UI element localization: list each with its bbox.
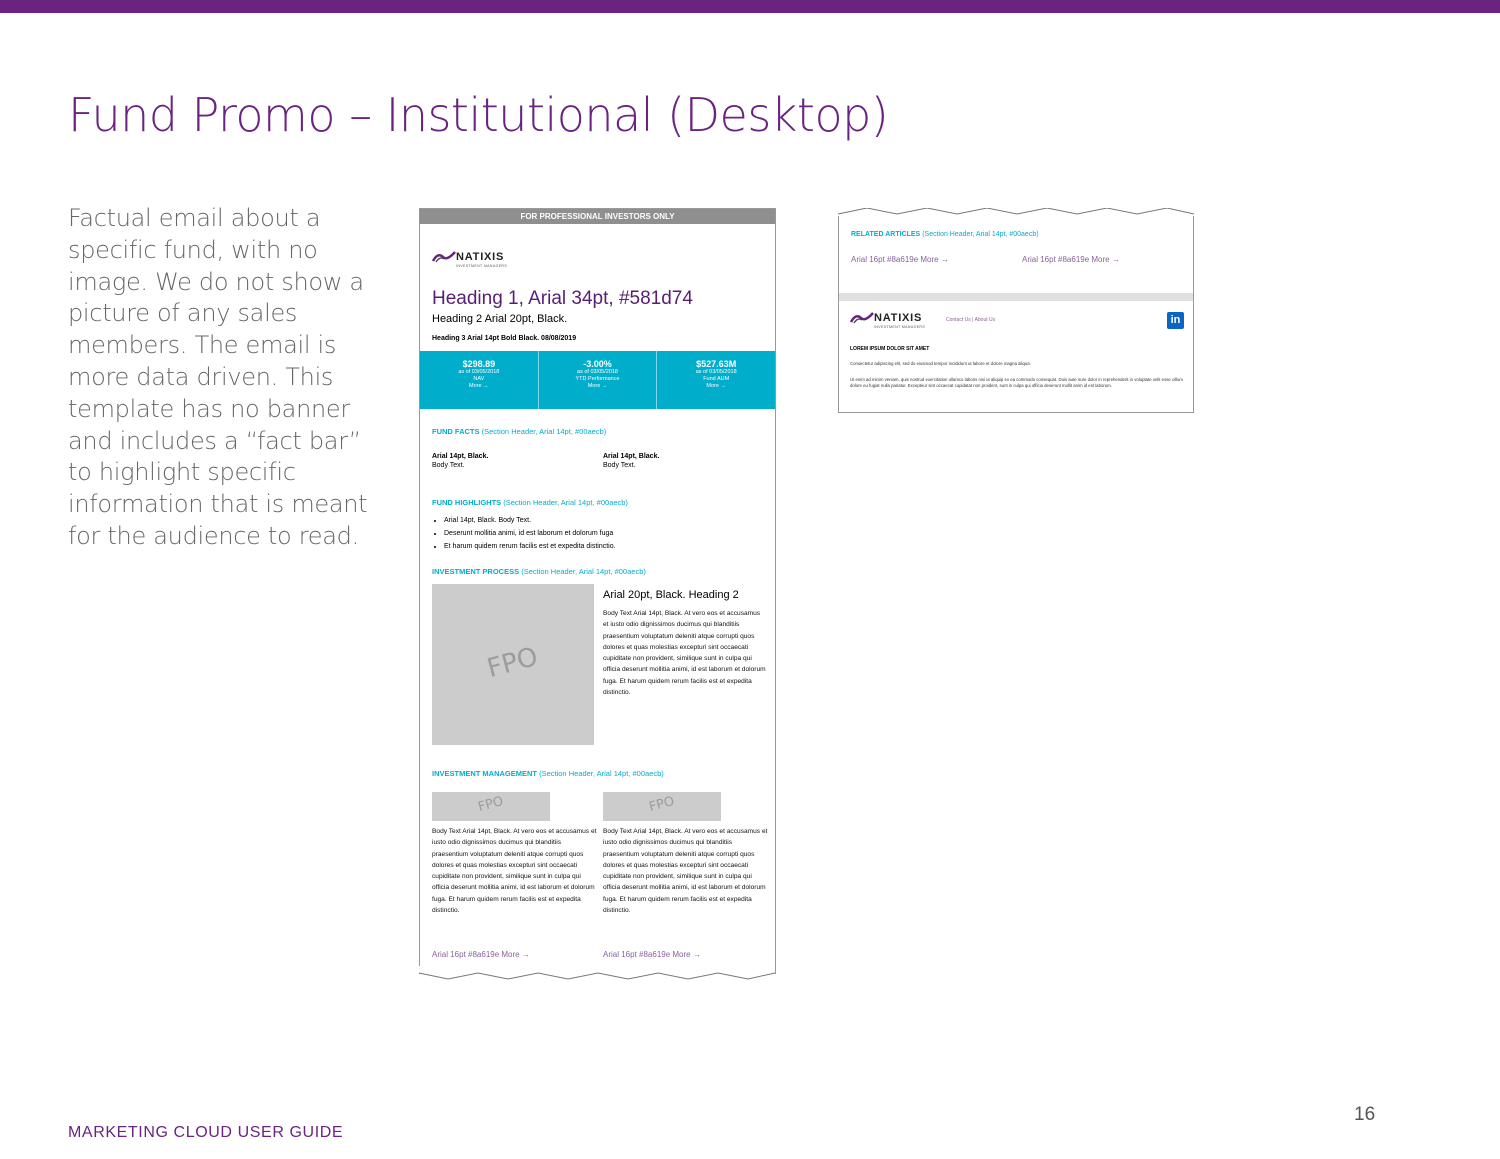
fund-fact-col-2: [603, 453, 659, 471]
section-title: INVESTMENT PROCESS: [432, 567, 520, 576]
contact-us-link[interactable]: Contact Us: [946, 317, 971, 323]
related-link[interactable]: Arial 16pt #8a619e More →: [1022, 255, 1120, 264]
manager-body: Body Text Arial 14pt, Black. At vero eos et accusamus et iusto odio dignissimos ducimus qui blanditiis praesentium voluptatum deleniti atque corrupti quos dolores et quas molestias excepturi sint occaecati cupiditate non provident, similique sunt in culpa qui officia deserunt mollitia animi, id est laborum et dolorum fuga. Et harum quidem rerum facilis est et expedita distinctio.: [432, 828, 597, 915]
section-note: (Section Header, Arial 14pt, #00aecb): [539, 769, 664, 778]
fpo-image-placeholder: [432, 792, 550, 821]
section-title: INVESTMENT MANAGEMENT: [432, 769, 537, 778]
fact-more-link[interactable]: More →: [587, 383, 608, 389]
section-title: FUND FACTS: [432, 427, 480, 436]
section-title: FUND HIGHLIGHTS: [432, 498, 502, 507]
fact-label: YTD Performance: [575, 376, 620, 382]
lorem-title: LOREM IPSUM DOLOR SIT AMET: [850, 346, 930, 352]
linkedin-icon[interactable]: in: [1167, 312, 1184, 329]
torn-edge-bottom: [418, 966, 776, 982]
fact-date: as of 03/05/2018: [695, 369, 737, 375]
fact-more-link[interactable]: More →: [469, 383, 489, 389]
fact-date: as of 03/05/2018: [577, 369, 618, 375]
lorem-paragraph-1: Consectetur adipiscing elit, sed do eiusmod tempor incididunt ut labore et dolore magna aliqua.: [850, 361, 1031, 366]
fund-highlights-header: [432, 498, 628, 507]
logo-name: NATIXIS: [456, 251, 505, 263]
section-title: RELATED ARTICLES: [851, 231, 921, 238]
professional-investors-banner: FOR PROFESSIONAL INVESTORS ONLY: [420, 209, 775, 224]
manager-body: Body Text Arial 14pt, Black. At vero eos et accusamus et iusto odio dignissimos ducimus qui blanditiis praesentium voluptatum deleniti atque corrupti quos dolores et quas molestias excepturi sint occaecati cupiditate non provident, similique sunt in culpa qui officia deserunt mollitia animi, id est laborum et dolorum fuga. Et harum quidem rerum facilis est et expedita distinctio.: [603, 828, 768, 915]
page-number: 16: [1354, 1104, 1376, 1125]
section-note: (Section Header, Arial 14pt, #00aecb): [503, 498, 628, 507]
fact-value: -3.00%: [583, 359, 612, 369]
slide-title: Fund Promo – Institutional (Desktop): [68, 88, 889, 142]
fund-fact-col-1: [432, 453, 488, 471]
footer-mockup: [838, 216, 1194, 413]
footer-divider-band: [839, 293, 1193, 301]
lorem-paragraph-2: Ut enim ad minim veniam, quis nostrud exercitation ullamco laboris nisi ut aliquip ex ea commodo consequat. Duis aute irure dolor in reprehenderit in voluptate velit esse cillum dolore eu fugiat nulla pariatur. Excepteur sint occaecat cupidatat non proident, sunt in culpa qui officia deserunt mollit anim id est laborum.: [850, 377, 1183, 388]
related-link[interactable]: Arial 16pt #8a619e More →: [851, 255, 949, 264]
natixis-logo: [850, 312, 925, 329]
fund-fact-body: Body Text.: [432, 462, 465, 469]
fund-fact-title: Arial 14pt, Black.: [432, 453, 489, 460]
fact-aum: [657, 351, 775, 409]
list-item: • Et harum quidem rerum facilis est et expedita distinctio.: [444, 540, 616, 553]
fpo-image-placeholder: [603, 792, 721, 821]
section-note: (Section Header, Arial 14pt, #00aecb): [922, 231, 1039, 238]
logo-subtitle: INVESTMENT MANAGERS: [456, 264, 508, 268]
slide-description: Factual email about a specific fund, with no image. We do not show a picture of any sales members. The email is more data driven. This template has no banner and includes a “fact bar” to highlight specific information that is meant for the audience to read.: [68, 204, 368, 550]
logo-subtitle: INVESTMENT MANAGERS: [874, 325, 926, 329]
heading-3: Heading 3 Arial 14pt Bold Black. 08/08/2019: [432, 335, 577, 342]
fpo-label: FPO: [647, 793, 677, 816]
fact-value: $527.63M: [696, 359, 737, 369]
fact-label: NAV: [473, 376, 485, 382]
heading-1: Heading 1, Arial 34pt, #581d74: [432, 288, 693, 309]
fund-facts-header: [432, 427, 606, 436]
section-note: (Section Header, Arial 14pt, #00aecb): [521, 567, 646, 576]
fact-nav: [420, 351, 539, 409]
more-link[interactable]: Arial 16pt #8a619e More →: [432, 950, 530, 959]
fund-fact-title: Arial 14pt, Black.: [603, 453, 660, 460]
investment-management-header: [432, 769, 664, 778]
fund-fact-body: Body Text.: [603, 462, 636, 469]
fact-more-link[interactable]: More →: [706, 383, 726, 389]
list-item: • Deserunt mollitia animi, id est laborum et dolorum fuga: [444, 527, 616, 540]
natixis-mark-icon: [850, 312, 874, 324]
fact-date: as of 03/05/2018: [458, 369, 500, 375]
highlights-list: [432, 514, 616, 553]
investment-process-header: [432, 567, 646, 576]
natixis-mark-icon: [432, 251, 456, 263]
fact-bar: [420, 351, 775, 409]
fact-value: $298.89: [462, 359, 496, 369]
top-accent-bar: [0, 0, 1500, 13]
process-body: Body Text Arial 14pt, Black. At vero eos et accusamus et iusto odio dignissimos ducimus qui blanditiis praesentium voluptatum deleniti atque corrupti quos dolores et quas molestias excepturi sint occaecati cupiditate non provident, similique sunt in culpa qui officia deserunt mollitia animi, id est laborum et dolorum fuga. Et harum quidem rerum facilis est et expedita distinctio.: [603, 610, 766, 697]
more-link[interactable]: Arial 16pt #8a619e More →: [603, 950, 701, 959]
section-note: (Section Header, Arial 14pt, #00aecb): [481, 427, 607, 436]
process-title: Arial 20pt, Black. Heading 2: [603, 589, 739, 601]
guide-footer-label: MARKETING CLOUD USER GUIDE: [68, 1124, 344, 1141]
fpo-label: FPO: [476, 793, 506, 816]
nav-separator: |: [972, 317, 974, 323]
natixis-logo: [432, 251, 507, 268]
fact-label: Fund AUM: [703, 376, 730, 382]
list-item: • Arial 14pt, Black. Body Text.: [444, 514, 616, 527]
fpo-label: FPO: [483, 641, 542, 685]
fact-ytd: [539, 351, 658, 409]
footer-nav: [946, 317, 995, 323]
logo-name: NATIXIS: [874, 312, 923, 324]
about-us-link[interactable]: About Us: [974, 317, 996, 323]
email-mockup: [419, 208, 776, 974]
related-articles-header: [851, 231, 1039, 238]
heading-2: Heading 2 Arial 20pt, Black.: [432, 313, 568, 325]
fpo-image-placeholder: [432, 584, 594, 745]
